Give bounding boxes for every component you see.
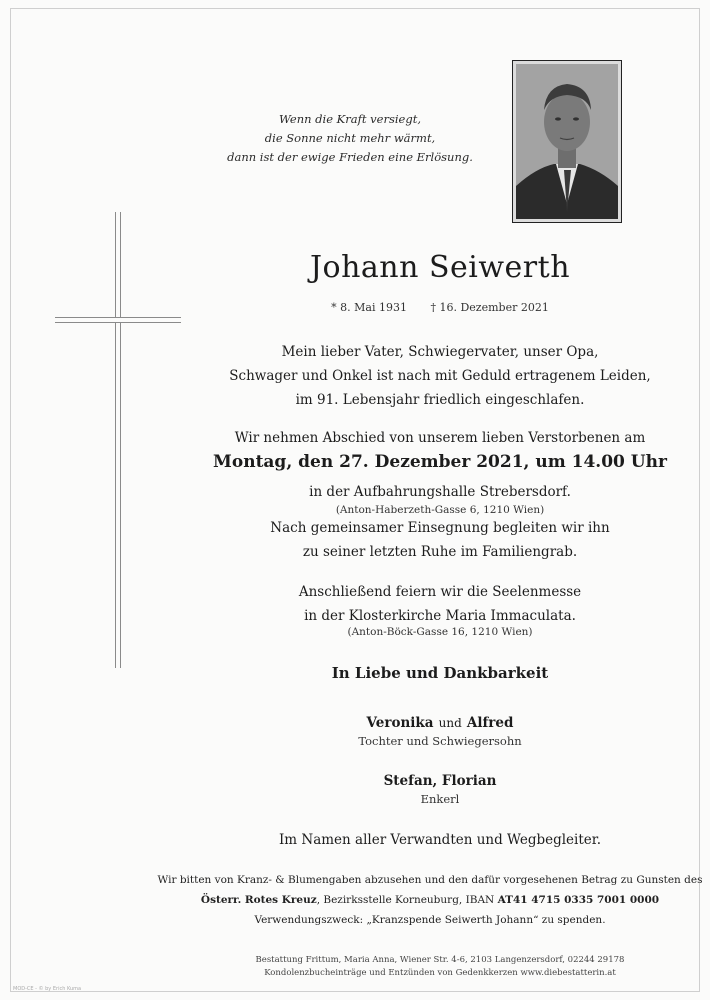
birth-date: * 8. Mai 1931 bbox=[331, 301, 407, 314]
donation-purpose: Verwendungszweck: „Kranzspende Seiwerth Johann“ zu spenden. bbox=[254, 914, 606, 926]
closing-line: In Liebe und Dankbarkeit bbox=[331, 664, 549, 682]
quote-line: dann ist der ewige Frieden eine Erlösung. bbox=[227, 150, 473, 164]
burial-paragraph: Nach gemeinsamer Einsegnung begleiten wir ihn zu seiner letzten Ruhe im Familiengrab. bbox=[270, 520, 610, 560]
portrait-photo bbox=[512, 60, 622, 223]
donation-bank: Österr. Rotes Kreuz, Bezirksstelle Korneuburg, IBAN AT41 4715 0335 7001 0000 bbox=[200, 894, 660, 906]
death-date: † 16. Dezember 2021 bbox=[430, 301, 549, 314]
deceased-name: Johann Seiwerth bbox=[309, 250, 571, 285]
family-member: Stefan, Florian bbox=[383, 773, 497, 789]
family-role: Enkerl bbox=[420, 792, 460, 806]
farewell-line: Wir nehmen Abschied von unserem lieben Verstorbenen am bbox=[234, 430, 646, 446]
church-address: (Anton-Böck-Gasse 16, 1210 Wien) bbox=[347, 626, 533, 638]
funeral-home-info: Bestattung Frittum, Maria Anna, Wiener Str. 4-6, 2103 Langenzersdorf, 02244 29178 bbox=[255, 955, 625, 965]
funeral-address: (Anton-Haberzeth-Gasse 6, 1210 Wien) bbox=[335, 504, 545, 516]
condolence-info: Kondolenzbucheinträge und Entzünden von Gedenkkerzen www.diebestatterin.at bbox=[264, 968, 616, 978]
portrait-silhouette-icon bbox=[516, 64, 618, 219]
mass-paragraph: Anschließend feiern wir die Seelenmesse in der Klosterkirche Maria Immaculata. bbox=[298, 584, 582, 624]
template-mark: MOD-CE - © by Erich Kuma bbox=[13, 986, 82, 992]
family-member: Veronika und Alfred bbox=[366, 715, 514, 731]
funeral-date: Montag, den 27. Dezember 2021, um 14.00 Uhr bbox=[213, 452, 667, 472]
memorial-quote bbox=[200, 110, 500, 167]
quote-line: Wenn die Kraft versiegt, bbox=[279, 112, 421, 126]
family-role: Tochter und Schwiegersohn bbox=[358, 734, 522, 748]
funeral-location: in der Aufbahrungshalle Strebersdorf. bbox=[309, 484, 571, 500]
cross-vertical bbox=[115, 212, 121, 668]
quote-line: die Sonne nicht mehr wärmt, bbox=[264, 131, 436, 145]
donation-notice: Wir bitten von Kranz- & Blumengaben abzusehen und den dafür vorgesehenen Betrag zu Gunsten des bbox=[157, 874, 703, 886]
life-dates bbox=[190, 301, 690, 314]
announcement-paragraph: Mein lieber Vater, Schwiegervater, unser Opa, Schwager und Onkel ist nach mit Geduld ertragenem Leiden, im 91. Lebensjahr friedlich eingeschlafen. bbox=[229, 344, 651, 408]
relatives-line: Im Namen aller Verwandten und Wegbegleiter. bbox=[278, 832, 602, 848]
